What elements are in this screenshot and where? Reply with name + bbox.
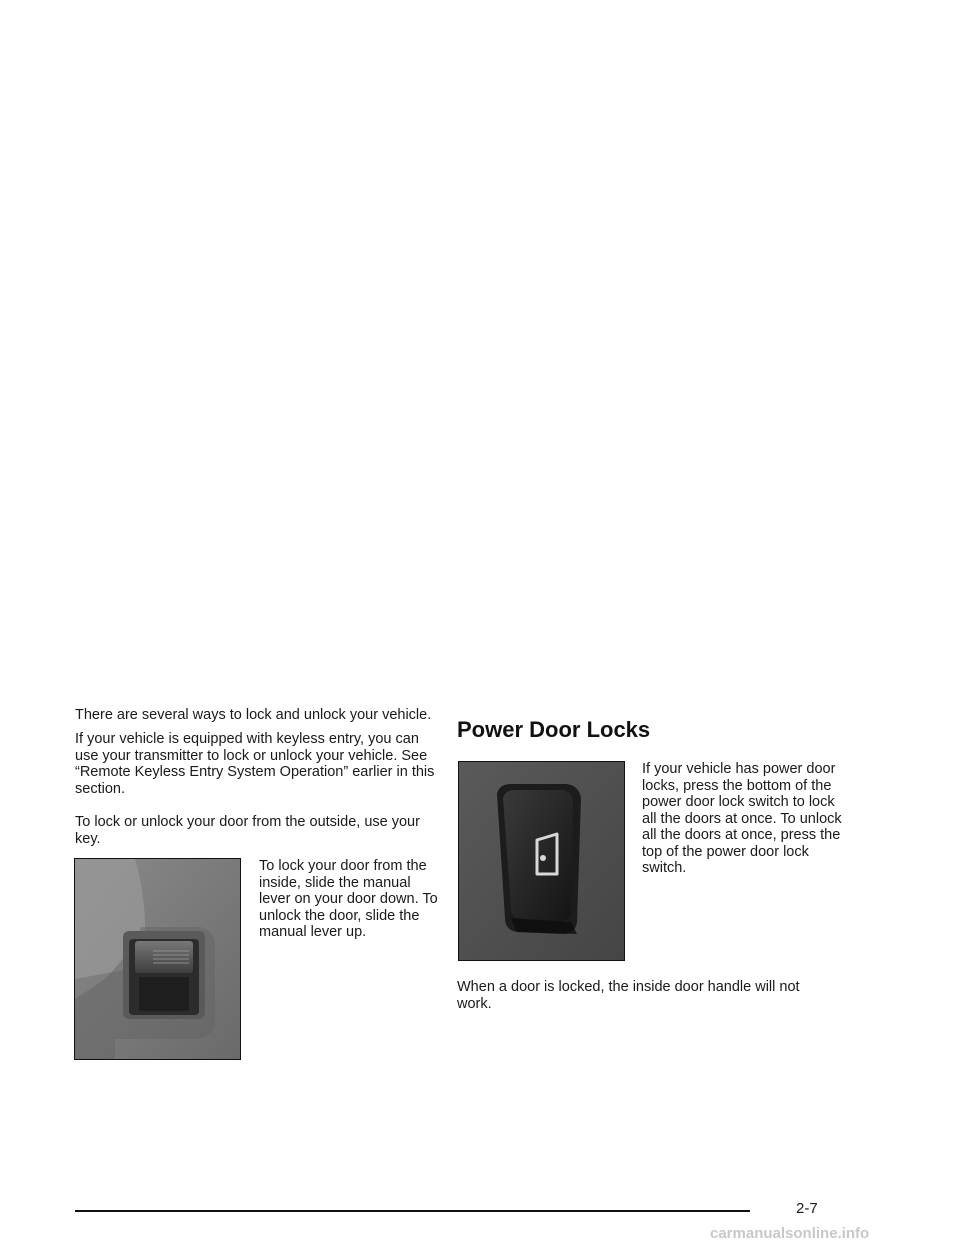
lever-illustration — [75, 859, 240, 1059]
intro-paragraph: There are several ways to lock and unlock your vehicle. — [75, 707, 432, 723]
inside-handle-note: When a door is locked, the inside door handle will not work. — [457, 979, 800, 1012]
switch-illustration — [459, 762, 624, 960]
footer-rule — [75, 1210, 750, 1212]
manual-lever-caption: To lock your door from the inside, slide the manual lever on your door down. To unlock the door, slide the manual lever up. — [259, 858, 438, 940]
keyless-entry-paragraph: If your vehicle is equipped with keyless entry, you can use your transmitter to lock or unlock your vehicle. See “Remote Keyless Entry System Operation” earlier in this section. — [75, 731, 435, 797]
page-number: 2-7 — [796, 1200, 818, 1217]
power-door-locks-heading: Power Door Locks — [457, 717, 651, 742]
watermark: carmanualsonline.info — [710, 1225, 870, 1242]
outside-lock-paragraph: To lock or unlock your door from the outside, use your key. — [75, 814, 420, 847]
power-lock-caption: If your vehicle has power door locks, press the bottom of the power door lock switch to lock all the doors at once. To unlock all the doors at once, press the top of the power door lock switch. — [642, 761, 842, 876]
power-lock-switch-photo — [458, 761, 625, 961]
manual-lock-lever-photo — [74, 858, 241, 1060]
